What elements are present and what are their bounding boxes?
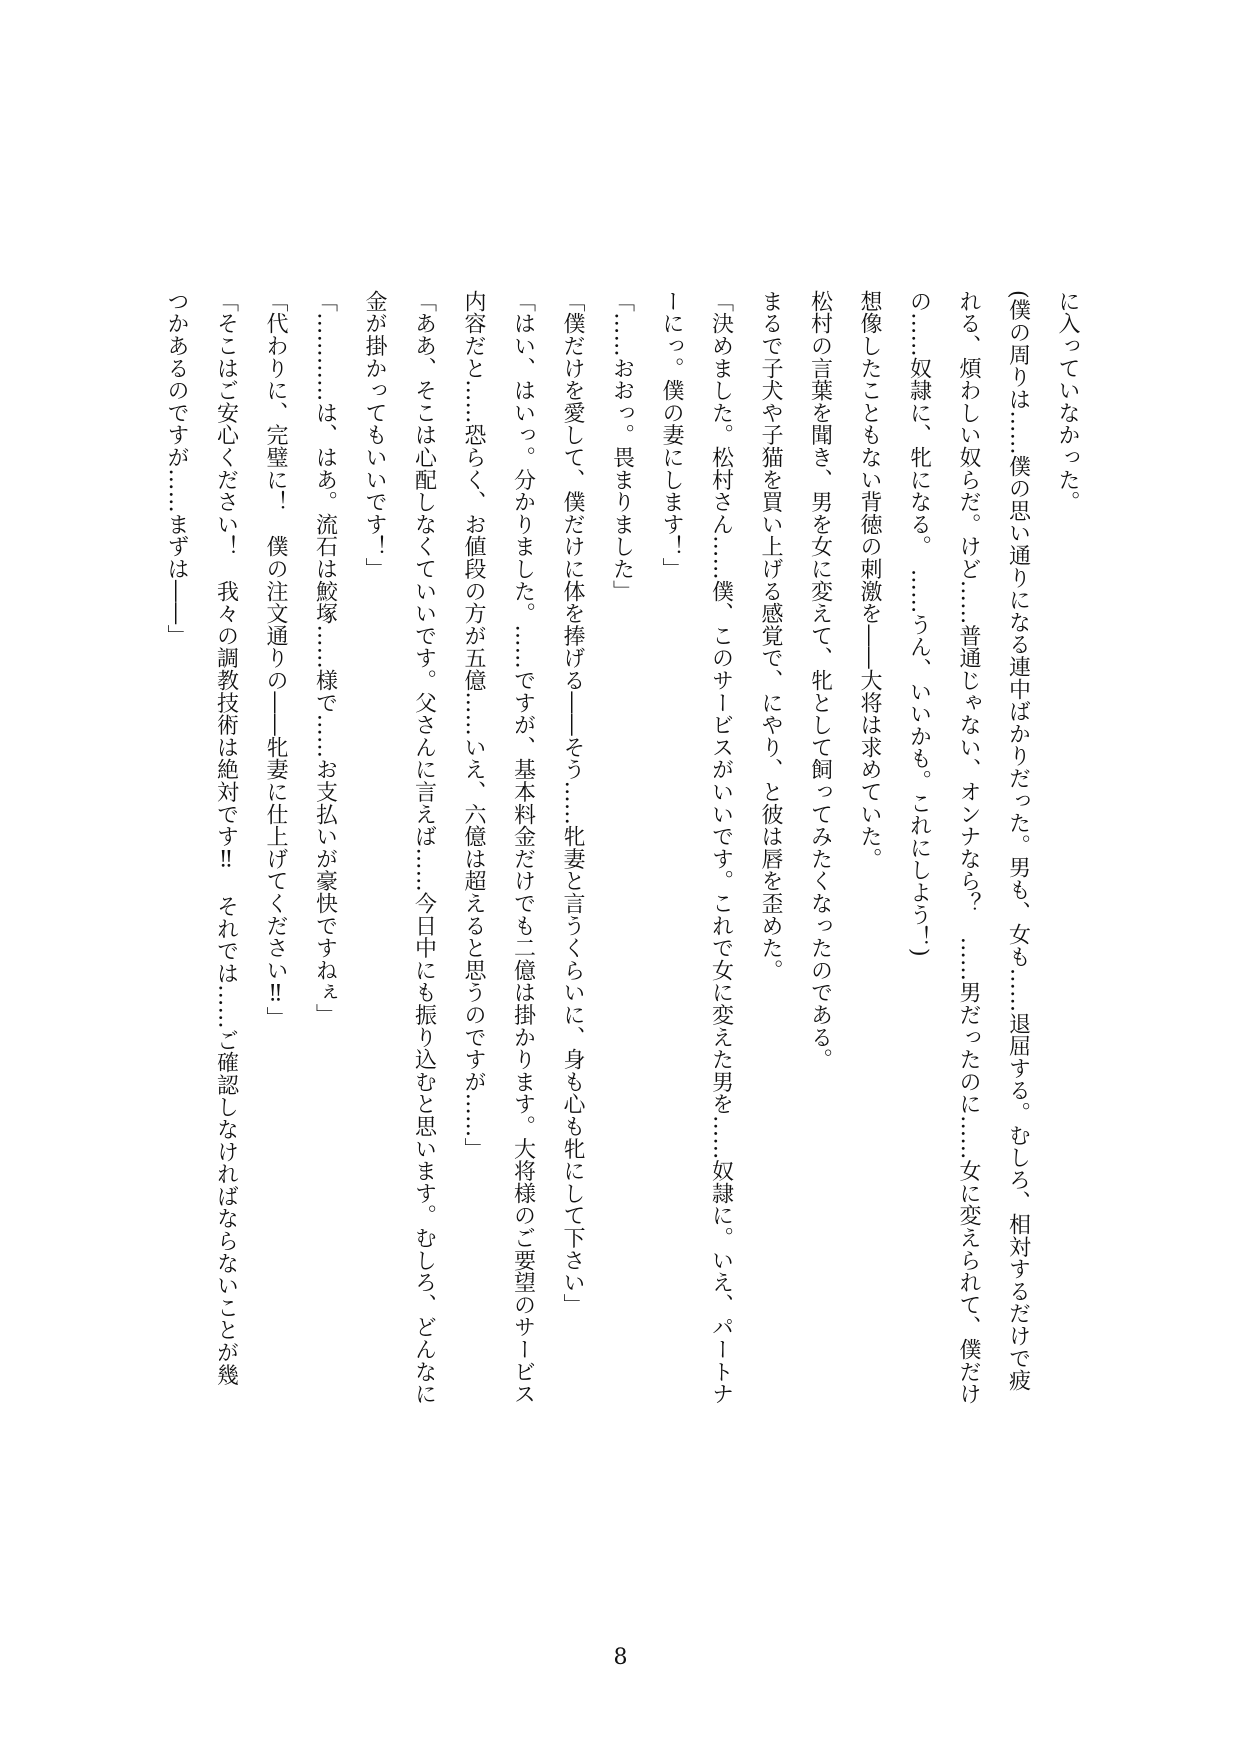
text-column: 「……おおっ。畏まりました」 xyxy=(609,290,635,603)
text-column: 「…………は、はあ。流石は鮫塚……様で……お支払いが豪快ですねぇ」 xyxy=(312,290,338,1026)
text-column: ーにっ。僕の妻にします！」 xyxy=(659,290,684,580)
text-column: 「代わりに、完璧に！ 僕の注文通りの――牝妻に仕上げてください‼」 xyxy=(263,290,288,1029)
text-column: 「僕だけを愛して、僕だけに体を捧げる――そう……牝妻と言うくらいに、身も心も牝にして下さい」 xyxy=(560,290,585,1316)
text-column: の……奴隷に、牝になる。 ……うん、いいかも。これにしよう！) xyxy=(906,290,932,957)
text-column: 「決めました。松村さん……僕、このサービスがいいです。これで女に変えた男を……奴隷に。いえ、パートナ xyxy=(708,290,734,1405)
text-column: 松村の言葉を聞き、男を女に変えて、牝として飼ってみたくなったのである。 xyxy=(807,290,833,1071)
text-column: 「ああ、そこは心配しなくていいです。父さんに言えば……今日中にも振り込むと思います。むしろ、どんなに xyxy=(411,290,437,1405)
text-column: まるで子犬や子猫を買い上げる感覚で、にやり、と彼は唇を歪めた。 xyxy=(758,290,783,982)
text-column: に入っていなかった。 xyxy=(1055,290,1080,513)
text-column: つかあるのですが……まずは――」 xyxy=(164,290,189,647)
text-column: 想像したこともない背徳の刺激を――大将は求めていた。 xyxy=(857,290,882,870)
text-column: 「はい、はいっ。分かりました。……ですが、基本料金だけでも二億は掛かります。大将様のご要望のサービス xyxy=(510,290,536,1405)
text-column: (僕の周りは……僕の思い通りになる連中ばかりだった。男も、女も……退屈する。むしろ、相対するだけで疲 xyxy=(1005,290,1031,1392)
text-column: 金が掛かってもいいです！」 xyxy=(362,290,387,580)
text-column: れる、煩わしい奴らだ。けど……普通じゃない、オンナなら？ ……男だったのに……女に変えられて、僕だけ xyxy=(956,290,981,1405)
text-column: 「そこはご安心ください！ 我々の調教技術は絶対です‼ それでは……ご確認しなければならないことが幾 xyxy=(213,290,239,1386)
text-column: 内容だと……恐らく、お値段の方が五億……いえ、六億は超えると思うのですが……」 xyxy=(461,290,486,1160)
vertical-text-body xyxy=(152,290,1093,1420)
page-number: 8 xyxy=(613,1645,628,1670)
